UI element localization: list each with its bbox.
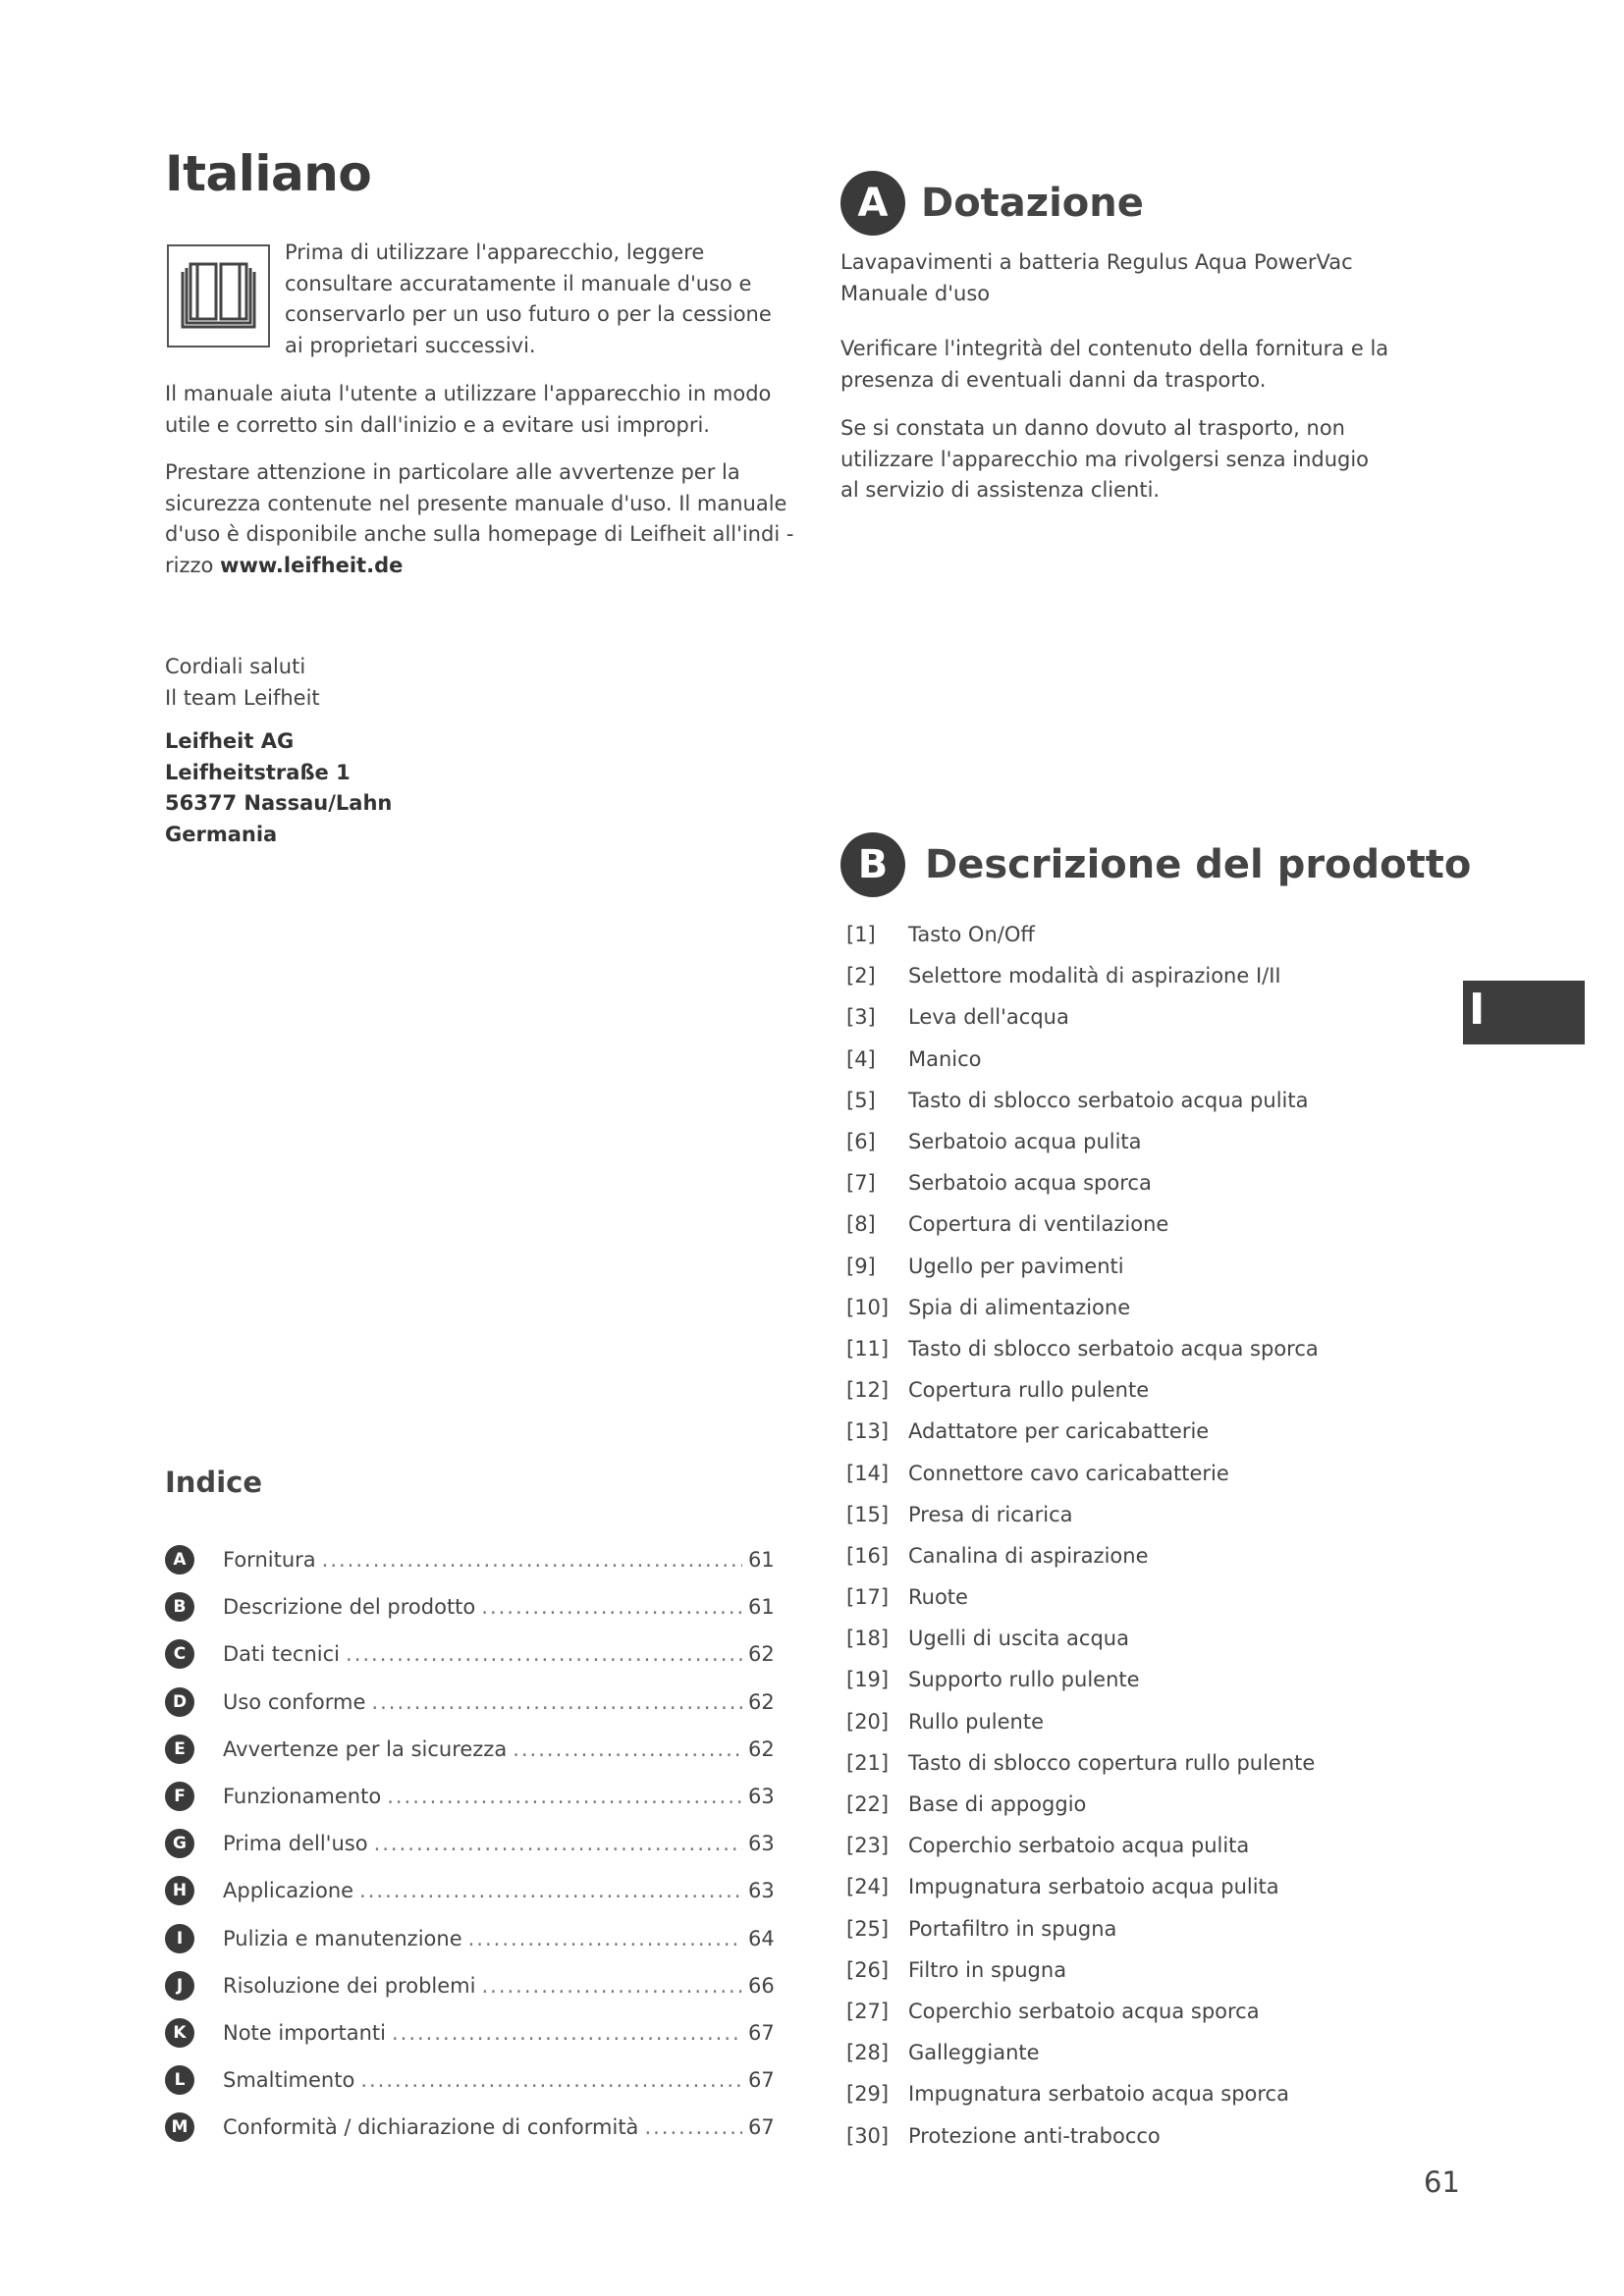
toc-page: 62: [748, 1642, 775, 1667]
toc-page: 64: [748, 1926, 775, 1950]
toc-page: 62: [748, 1689, 775, 1714]
list-item: [846, 1369, 1396, 1411]
toc-label: Descrizione del prodotto: [223, 1595, 476, 1620]
transport-damage-text: Se si constata un danno dovuto al trasporto, non utilizzare l'apparecchio ma rivolgersi senza indugio al servizio di assistenza clienti.: [840, 416, 1370, 502]
toc-leader: [481, 1974, 742, 1998]
part-number: [7]: [846, 1171, 876, 1196]
list-item: [846, 1949, 1396, 1991]
part-number: [15]: [846, 1502, 890, 1526]
list-item: [846, 1659, 1396, 1700]
list-item: [846, 1908, 1396, 1949]
toc-entry[interactable]: [165, 1773, 774, 1820]
part-number: [12]: [846, 1378, 890, 1403]
list-item: [846, 1784, 1396, 1825]
part-name: Adattatore per caricabatterie: [908, 1419, 1210, 1444]
part-number: [5]: [846, 1088, 876, 1112]
part-name: Copertura rullo pulente: [908, 1378, 1150, 1403]
safety-paragraph: Prestare attenzione in particolare alle avvertenze per la sicurezza contenute nel presente manuale d'uso. Il manuale d'uso è disponibile anche sulla homepage di Leifheit all'indi - rizzo www.leifheit.de: [165, 460, 794, 577]
toc-label: Fornitura: [223, 1548, 316, 1573]
toc-letter-badge: M: [165, 2112, 194, 2142]
part-number: [1]: [846, 923, 876, 947]
part-name: Rullo pulente: [908, 1709, 1045, 1734]
toc-entry[interactable]: [165, 1679, 774, 1726]
toc-page: 63: [748, 1785, 775, 1809]
toc-leader: [468, 1927, 742, 1950]
list-item: [846, 1576, 1396, 1618]
toc-letter-badge: A: [165, 1545, 194, 1575]
toc-letter-badge: K: [165, 2018, 194, 2048]
part-number: [9]: [846, 1254, 876, 1278]
list-item: [846, 1494, 1396, 1535]
list-item: [846, 996, 1396, 1038]
toc-entry[interactable]: [165, 1536, 774, 1583]
part-name: Selettore modalità di aspirazione I/II: [908, 964, 1281, 988]
part-name: Impugnatura serbatoio acqua pulita: [908, 1875, 1279, 1899]
part-number: [4]: [846, 1046, 876, 1071]
part-number: [3]: [846, 1005, 876, 1030]
toc-page: 67: [748, 2020, 775, 2045]
list-item: [846, 1701, 1396, 1742]
toc-letter-badge: H: [165, 1876, 194, 1905]
toc-leader: [392, 2021, 742, 2045]
toc-letter-badge: F: [165, 1782, 194, 1811]
part-name: Filtro in spugna: [908, 1957, 1067, 1982]
list-item: [846, 955, 1396, 996]
intro-paragraph: Il manuale aiuta l'utente a utilizzare l'apparecchio in modo utile e corretto sin dall'inizio e a evitare usi impropri.: [165, 382, 772, 437]
part-name: Tasto di sblocco copertura rullo pulente: [908, 1750, 1316, 1775]
toc-label: Applicazione: [223, 1879, 354, 1903]
part-name: Impugnatura serbatoio acqua sporca: [908, 2082, 1289, 2107]
manual-book-icon: [167, 244, 270, 347]
part-name: Galleggiante: [908, 2041, 1040, 2065]
section-title: Dotazione: [921, 181, 1144, 226]
part-number: [27]: [846, 1999, 890, 2023]
toc-label: Uso conforme: [223, 1689, 366, 1714]
section-a-header: [840, 171, 1144, 236]
part-number: [30]: [846, 2123, 890, 2148]
part-number: [28]: [846, 2041, 890, 2065]
part-name: Coperchio serbatoio acqua sporca: [908, 1999, 1260, 2023]
part-number: [10]: [846, 1295, 890, 1319]
part-name: Manico: [908, 1046, 982, 1071]
list-item: [846, 1328, 1396, 1369]
part-number: [22]: [846, 1792, 890, 1817]
list-item: [846, 2114, 1396, 2156]
part-name: Ugello per pavimenti: [908, 1254, 1124, 1278]
list-item: [846, 1866, 1396, 1907]
part-number: [2]: [846, 964, 876, 988]
intro-text: Prima di utilizzare l'apparecchio, leggere consultare accuratamente il manuale d'uso e conservarlo per un uso futuro o per la cessione ai proprietari successivi.: [285, 240, 772, 357]
toc-page: 63: [748, 1879, 775, 1903]
section-badge: B: [840, 832, 905, 897]
list-item: [846, 1535, 1396, 1576]
toc-letter-badge: E: [165, 1735, 194, 1764]
part-name: Serbatoio acqua pulita: [908, 1130, 1142, 1154]
toc-entry[interactable]: [165, 1820, 774, 1867]
toc-leader: [513, 1737, 742, 1761]
greeting: Cordiali saluti Il team Leifheit: [165, 655, 320, 710]
part-name: Coperchio serbatoio acqua pulita: [908, 1834, 1250, 1858]
delivery-check-text: Verificare l'integrità del contenuto della fornitura e la presenza di eventuali danni da trasporto.: [840, 337, 1389, 392]
toc-leader: [359, 1879, 742, 1902]
list-item: [846, 1742, 1396, 1784]
toc-entry[interactable]: [165, 1630, 774, 1678]
page-number: 61: [1424, 2165, 1460, 2199]
list-item: [846, 1121, 1396, 1162]
part-name: Spia di alimentazione: [908, 1295, 1131, 1319]
delivery-contents: [840, 247, 1390, 309]
part-number: [6]: [846, 1130, 876, 1154]
parts-list: [846, 914, 1396, 2157]
part-name: Ruote: [908, 1585, 968, 1610]
list-item: Lavapavimenti a batteria Regulus Aqua PowerVac: [840, 250, 1353, 274]
toc-entry[interactable]: [165, 1867, 774, 1914]
toc-letter-badge: C: [165, 1639, 194, 1669]
part-number: [29]: [846, 2082, 890, 2107]
toc-label: Avvertenze per la sicurezza: [223, 1736, 508, 1761]
toc-letter-badge: G: [165, 1829, 194, 1858]
part-name: Portafiltro in spugna: [908, 1916, 1117, 1941]
toc-entry[interactable]: [165, 1962, 774, 2009]
part-name: Copertura di ventilazione: [908, 1212, 1169, 1237]
table-of-contents: [165, 1536, 774, 2151]
toc-page: 67: [748, 2068, 775, 2093]
toc-leader: [374, 1832, 742, 1855]
list-item: [846, 1618, 1396, 1659]
toc-leader: [481, 1595, 742, 1619]
part-name: Presa di ricarica: [908, 1502, 1073, 1526]
part-name: Tasto On/Off: [908, 923, 1035, 947]
list-item: [846, 1162, 1396, 1203]
toc-leader: [387, 1785, 742, 1808]
toc-label: Dati tecnici: [223, 1642, 341, 1667]
list-item: [846, 1825, 1396, 1866]
part-name: Canalina di aspirazione: [908, 1543, 1149, 1568]
toc-label: Funzionamento: [223, 1785, 382, 1809]
toc-entry[interactable]: [165, 2009, 774, 2056]
toc-letter-badge: J: [165, 1971, 194, 2001]
toc-label: Note importanti: [223, 2020, 386, 2045]
part-name: Supporto rullo pulente: [908, 1668, 1140, 1692]
toc-entry[interactable]: [165, 2104, 774, 2151]
toc-leader: [371, 1690, 742, 1714]
toc-letter-badge: D: [165, 1687, 194, 1717]
part-number: [11]: [846, 1336, 890, 1361]
toc-entry[interactable]: [165, 1726, 774, 1773]
list-item: [846, 1411, 1396, 1452]
section-title: Descrizione del prodotto: [925, 842, 1472, 887]
list-item: [846, 1080, 1396, 1121]
list-item: [846, 2073, 1396, 2114]
toc-leader: [346, 1642, 742, 1666]
part-number: [25]: [846, 1916, 890, 1941]
section-badge: A: [840, 171, 905, 236]
toc-label: Conformità / dichiarazione di conformità: [223, 2115, 639, 2140]
part-number: [8]: [846, 1212, 876, 1237]
toc-leader: [644, 2115, 742, 2139]
part-number: [13]: [846, 1419, 890, 1444]
toc-page: 67: [748, 2115, 775, 2140]
part-number: [21]: [846, 1750, 890, 1775]
part-number: [24]: [846, 1875, 890, 1899]
toc-label: Risoluzione dei problemi: [223, 1973, 476, 1998]
toc-entry[interactable]: [165, 1915, 774, 1962]
toc-label: Prima dell'uso: [223, 1832, 368, 1856]
part-name: Base di appoggio: [908, 1792, 1087, 1817]
list-item: [846, 1039, 1396, 1080]
toc-letter-badge: I: [165, 1924, 194, 1953]
toc-letter-badge: L: [165, 2065, 194, 2095]
toc-letter-badge: B: [165, 1592, 194, 1622]
part-number: [20]: [846, 1709, 890, 1734]
part-number: [18]: [846, 1627, 890, 1651]
section-b-header: [840, 832, 1471, 897]
toc-page: 66: [748, 1973, 775, 1998]
language-tab: I: [1463, 981, 1585, 1044]
list-item: [846, 1452, 1396, 1493]
part-number: [17]: [846, 1585, 890, 1610]
part-name: Connettore cavo caricabatterie: [908, 1461, 1229, 1485]
list-item: [846, 1203, 1396, 1245]
toc-page: 63: [748, 1832, 775, 1856]
toc-page: 61: [748, 1595, 775, 1620]
toc-entry[interactable]: [165, 1583, 774, 1630]
part-name: Protezione anti-trabocco: [908, 2123, 1161, 2148]
part-number: [16]: [846, 1543, 890, 1568]
website-link[interactable]: www.leifheit.de: [220, 553, 404, 577]
toc-label: Pulizia e manutenzione: [223, 1926, 462, 1950]
part-number: [19]: [846, 1668, 890, 1692]
list-item: [846, 1991, 1396, 2032]
toc-page: 61: [748, 1548, 775, 1573]
toc-leader: [322, 1548, 742, 1572]
page-title: Italiano: [165, 145, 372, 202]
part-name: Leva dell'acqua: [908, 1005, 1069, 1030]
toc-leader: [360, 2068, 742, 2092]
toc-entry[interactable]: [165, 2056, 774, 2104]
part-name: Tasto di sblocco serbatoio acqua sporca: [908, 1336, 1319, 1361]
toc-page: 62: [748, 1736, 775, 1761]
index-title: Indice: [165, 1466, 262, 1499]
part-name: Ugelli di uscita acqua: [908, 1627, 1129, 1651]
part-name: Tasto di sblocco serbatoio acqua pulita: [908, 1088, 1309, 1112]
part-name: Serbatoio acqua sporca: [908, 1171, 1152, 1196]
list-item: [846, 1287, 1396, 1328]
list-item: [846, 1246, 1396, 1287]
company-address: Leifheit AG Leifheitstraße 1 56377 Nassau/Lahn Germania: [165, 729, 393, 846]
toc-label: Smaltimento: [223, 2068, 355, 2093]
part-number: [26]: [846, 1957, 890, 1982]
list-item: [846, 914, 1396, 955]
part-number: [14]: [846, 1461, 890, 1485]
part-number: [23]: [846, 1834, 890, 1858]
list-item: Manuale d'uso: [840, 281, 991, 305]
list-item: [846, 2032, 1396, 2073]
